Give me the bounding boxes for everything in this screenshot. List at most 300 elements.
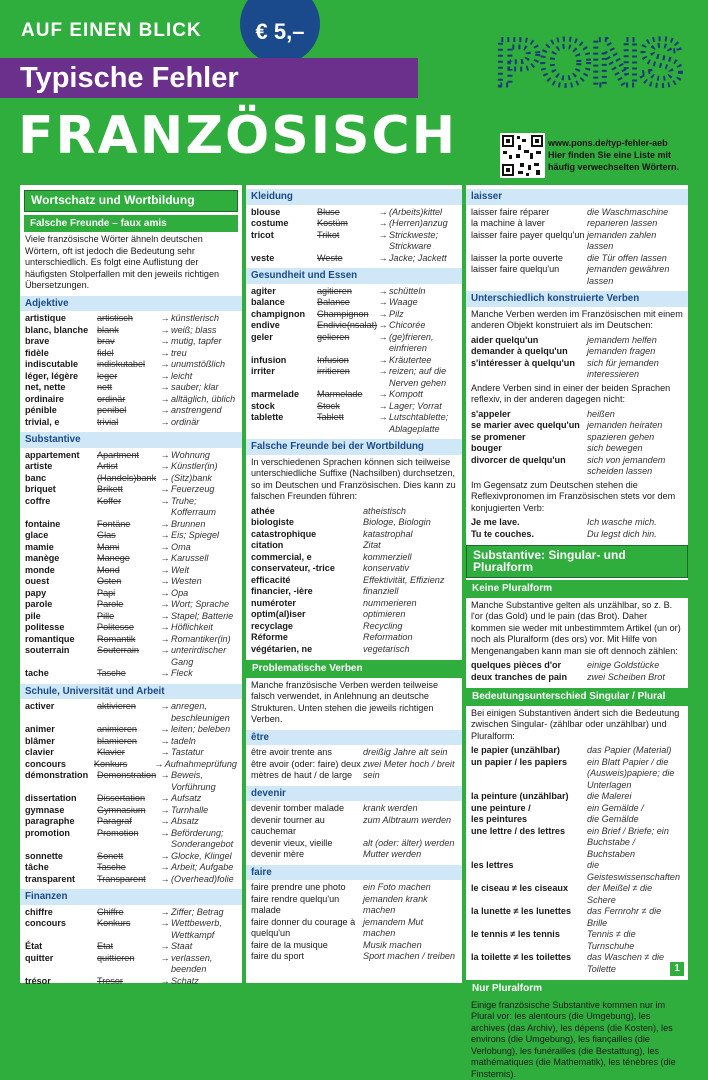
entry-row: [20, 519, 242, 531]
intro-text: Andere Verben sind in einer der beiden Sprachen reflexiv, in der anderen dagegen nicht:: [466, 383, 688, 406]
arrow-icon: →: [159, 496, 171, 519]
entry-row: [20, 576, 242, 588]
translation: spazieren gehen: [587, 432, 683, 444]
translation: Pilz: [389, 309, 457, 321]
subtitle-banner: [0, 58, 418, 98]
false-friend: Parole: [97, 599, 159, 611]
source-phrase: Réforme: [251, 632, 363, 644]
false-friend: Romantik: [97, 634, 159, 646]
page-title: FRANZÖSISCH: [18, 106, 457, 166]
entry-row: [20, 976, 242, 988]
pair-row: [466, 791, 688, 803]
false-friend: Balance: [317, 297, 377, 309]
website-info: [548, 137, 708, 173]
arrow-icon: →: [159, 736, 171, 748]
entry-row: [20, 953, 242, 976]
pair-row: [466, 803, 688, 815]
pair-row: [466, 826, 688, 861]
translation: Staat: [171, 941, 237, 953]
quantity-list: [466, 660, 688, 683]
french-word: démonstration: [25, 770, 97, 793]
source-phrase: être avoir trente ans: [251, 747, 363, 759]
source-phrase: quelques pièces d'or: [471, 660, 587, 672]
translation: schütteln: [389, 286, 457, 298]
translation: Eis; Spiegel: [171, 530, 237, 542]
false-friend: Dissertation: [97, 793, 159, 805]
french-word: clavier: [25, 747, 97, 759]
source-phrase: aider quelqu'un: [471, 335, 587, 347]
arrow-icon: →: [377, 355, 389, 367]
page-number: 1: [670, 962, 684, 976]
french-word: irriter: [251, 366, 317, 389]
entry-row: [246, 320, 462, 332]
false-friend: Transparent: [97, 874, 159, 886]
entry-row: [20, 622, 242, 634]
translation: Westen: [171, 576, 237, 588]
french-word: coffre: [25, 496, 97, 519]
translation: Recycling: [363, 621, 457, 633]
arrow-icon: →: [159, 874, 171, 886]
entry-row: [20, 816, 242, 828]
body-text: Einige französische Substantive kommen nur im Plural vor: les alentours (die Umgebung), les archives (das Archiv), les dépens (die Kosten), les environs (die Umgebung), les fiançailles (die Verlobung), les funérailles (die Bestattung), les mathématiques (die Mathematik), les ténèbres (die Finsternis).: [466, 1000, 688, 1080]
entry-row: [20, 553, 242, 565]
arrow-icon: →: [159, 336, 171, 348]
source-phrase: s'intéresser à quelqu'un: [471, 358, 587, 381]
group-heading: Adjektive: [20, 296, 242, 312]
translation: Glocke, Klingel: [171, 851, 237, 863]
pair-row: [246, 882, 462, 894]
translation: sich für jemanden interessieren: [587, 358, 683, 381]
arrow-icon: →: [159, 576, 171, 588]
group-heading: Falsche Freunde bei der Wortbildung: [246, 439, 462, 455]
translation: vegetarisch: [363, 644, 457, 656]
entry-row: [20, 851, 242, 863]
source-phrase: les lettres: [471, 860, 587, 883]
french-word: brave: [25, 336, 97, 348]
logo-dots: [496, 25, 683, 99]
translation: Du legst dich hin.: [587, 529, 683, 541]
translation: Karussell: [171, 553, 237, 565]
column-3: [466, 185, 688, 983]
source-phrase: végétarien, ne: [251, 644, 363, 656]
french-word: champignon: [251, 309, 317, 321]
clothing-list: [246, 207, 462, 265]
arrow-icon: →: [159, 953, 171, 976]
french-word: activer: [25, 701, 97, 724]
french-word: fidèle: [25, 348, 97, 360]
entry-row: [20, 473, 242, 485]
false-friend: Infusion: [317, 355, 377, 367]
source-phrase: devenir mère: [251, 849, 363, 861]
website-note-1: Hier finden Sie eine Liste mit: [548, 149, 708, 161]
health-list: [246, 286, 462, 436]
entry-row: [20, 611, 242, 623]
entry-row: [20, 382, 242, 394]
entry-row: [246, 309, 462, 321]
pair-row: [466, 335, 688, 347]
entry-row: [20, 405, 242, 417]
translation: Schatz: [171, 976, 237, 988]
false-friend: Konkurs: [94, 759, 153, 771]
translation: ein Brief / Briefe; ein Buchstabe / Buchstaben: [587, 826, 683, 861]
translation: Beweis, Vorführung: [171, 770, 237, 793]
translation: die Tür offen lassen: [587, 253, 683, 265]
french-word: tablette: [251, 412, 317, 435]
french-word: tricot: [251, 230, 317, 253]
translation: reparieren lassen: [587, 218, 683, 230]
french-word: ouest: [25, 576, 97, 588]
translation: Stapel; Batterie: [171, 611, 237, 623]
french-word: gymnase: [25, 805, 97, 817]
source-phrase: commercial, e: [251, 552, 363, 564]
source-phrase: divorcer de quelqu'un: [471, 455, 587, 478]
entry-row: [246, 297, 462, 309]
arrow-icon: →: [159, 461, 171, 473]
translation: Absatz: [171, 816, 237, 828]
translation: die Gemälde: [587, 814, 683, 826]
false-friend: nett: [97, 382, 159, 394]
french-word: stock: [251, 401, 317, 413]
intro-text: Bei einigen Substantiven ändert sich die Bedeutung zwischen Singular- (zählbar oder unzählbar) und Pluralform:: [466, 708, 688, 743]
translation: sauber; klar: [171, 382, 237, 394]
source-phrase: laisser faire quelqu'un: [471, 264, 587, 287]
french-word: papy: [25, 588, 97, 600]
group-heading: devenir: [246, 786, 462, 802]
false-friend: Weste: [317, 253, 377, 265]
translation: weiß; blass: [171, 325, 237, 337]
translation: Ich wasche mich.: [587, 517, 683, 529]
false-friend: Mond: [97, 565, 159, 577]
translation: Lager; Vorrat: [389, 401, 457, 413]
french-word: appartement: [25, 450, 97, 462]
arrow-icon: →: [377, 320, 389, 332]
entry-row: [246, 286, 462, 298]
translation: Wettbewerb, Wettkampf: [171, 918, 237, 941]
arrow-icon: →: [159, 770, 171, 793]
source-phrase: devenir vieux, vieille: [251, 838, 363, 850]
translation: leicht: [171, 371, 237, 383]
arrow-icon: →: [159, 793, 171, 805]
translation: zwei Scheiben Brot: [587, 672, 683, 684]
pair-row: [466, 443, 688, 455]
devenir-list: [246, 803, 462, 861]
translation: Kompott: [389, 389, 457, 401]
pair-row: [466, 264, 688, 287]
entry-row: [20, 668, 242, 680]
french-word: veste: [251, 253, 317, 265]
arrow-icon: →: [159, 473, 171, 485]
source-phrase: bouger: [471, 443, 587, 455]
translation: der Meißel ≠ die Schere: [587, 883, 683, 906]
entry-row: [20, 793, 242, 805]
website-note-2: häufig verwechselten Wörtern.: [548, 161, 708, 173]
arrow-icon: →: [377, 401, 389, 413]
column-2: [246, 185, 462, 983]
translation: alt (oder: älter) werden: [363, 838, 457, 850]
translation: Beförderung; Sonderangebot: [171, 828, 237, 851]
translation: Reformation: [363, 632, 457, 644]
body-text: Manche Substantive gelten als unzählbar, so z. B. l'or (das Gold) und le pain (das Brot). Daher kommen sie weder mit unbestimmtem Artikel (un or) noch als Pluralform (des ors) vor. Mit Hilfe von Mengenangaben kann man sie oft dennoch zählen:: [466, 600, 688, 658]
arrow-icon: →: [159, 828, 171, 851]
false-friend: fidel: [97, 348, 159, 360]
french-word: marmelade: [251, 389, 317, 401]
website-url[interactable]: www.pons.de/typ-fehler-aeb: [548, 137, 708, 149]
entry-row: [20, 450, 242, 462]
translation: Biologe, Biologin: [363, 517, 457, 529]
entry-row: [20, 371, 242, 383]
translation: Sport machen / treiben: [363, 951, 457, 963]
entry-row: [20, 588, 242, 600]
qr-code[interactable]: [500, 133, 545, 178]
translation: krank werden: [363, 803, 457, 815]
false-friend: aktivieren: [97, 701, 159, 724]
pair-row: [246, 517, 462, 529]
translation: Chicorée: [389, 320, 457, 332]
source-phrase: catastrophique: [251, 529, 363, 541]
false-friend: Demonstration: [97, 770, 159, 793]
translation: heißen: [587, 409, 683, 421]
translation: atheistisch: [363, 506, 457, 518]
translation: dreißig Jahre alt sein: [363, 747, 457, 759]
french-word: concours: [25, 759, 94, 771]
false-friend: Trikot: [317, 230, 377, 253]
source-phrase: s'appeler: [471, 409, 587, 421]
entry-row: [246, 230, 462, 253]
translation: Fleck: [171, 668, 237, 680]
french-word: blouse: [251, 207, 317, 219]
pons-logo: [494, 30, 704, 90]
source-phrase: un papier / les papiers: [471, 757, 587, 792]
source-phrase: faire prendre une photo: [251, 882, 363, 894]
pair-row: [246, 838, 462, 850]
false-friend: Marmelade: [317, 389, 377, 401]
false-friend: Tablett: [317, 412, 377, 435]
entry-row: [20, 313, 242, 325]
translation: treu: [171, 348, 237, 360]
source-phrase: devenir tomber malade: [251, 803, 363, 815]
pair-row: [466, 745, 688, 757]
entry-row: [20, 542, 242, 554]
translation: mutig, tapfer: [171, 336, 237, 348]
source-phrase: la lunette ≠ les lunettes: [471, 906, 587, 929]
pair-row: [466, 455, 688, 478]
false-friend: Pille: [97, 611, 159, 623]
pair-row: [466, 230, 688, 253]
translation: ordinär: [171, 417, 237, 429]
source-phrase: le ciseau ≠ les ciseaux: [471, 883, 587, 906]
translation: Arbeit; Aufgabe: [171, 862, 237, 874]
pair-row: [246, 940, 462, 952]
arrow-icon: →: [159, 907, 171, 919]
entry-row: [20, 565, 242, 577]
translation: Truhe; Kofferraum: [171, 496, 237, 519]
source-phrase: faire rendre quelqu'un malade: [251, 894, 363, 917]
group-heading: faire: [246, 865, 462, 881]
pair-row: [246, 917, 462, 940]
source-phrase: une peinture /: [471, 803, 587, 815]
french-word: artistique: [25, 313, 97, 325]
french-word: léger, légère: [25, 371, 97, 383]
entry-row: [246, 207, 462, 219]
false-friend: Sonett: [97, 851, 159, 863]
false-friend: Bluse: [317, 207, 377, 219]
french-word: briquet: [25, 484, 97, 496]
translation: einige Goldstücke: [587, 660, 683, 672]
arrow-icon: →: [159, 918, 171, 941]
false-friend: Champignon: [317, 309, 377, 321]
entry-row: [246, 332, 462, 355]
false-friend: artistisch: [97, 313, 159, 325]
translation: ein Blatt Papier / die (Ausweis)papiere; die Unterlagen: [587, 757, 683, 792]
false-friend: Klavier: [97, 747, 159, 759]
arrow-icon: →: [159, 851, 171, 863]
subsection-heading: Problematische Verben: [246, 660, 462, 678]
arrow-icon: →: [159, 359, 171, 371]
group-heading: Substantive: [20, 432, 242, 448]
arrow-icon: →: [159, 371, 171, 383]
finance-list: [20, 907, 242, 988]
translation: Ziffer; Betrag: [171, 907, 237, 919]
source-phrase: financier, -ière: [251, 586, 363, 598]
entry-row: [20, 325, 242, 337]
pair-row: [466, 218, 688, 230]
translation: anregen, beschleunigen: [171, 701, 237, 724]
pair-row: [466, 207, 688, 219]
french-word: pile: [25, 611, 97, 623]
false-friend: leger: [97, 371, 159, 383]
false-friend: Manege: [97, 553, 159, 565]
translation: die Malerei: [587, 791, 683, 803]
group-heading: Schule, Universität und Arbeit: [20, 684, 242, 700]
entry-row: [20, 759, 242, 771]
translation: Höflichkeit: [171, 622, 237, 634]
french-word: monde: [25, 565, 97, 577]
translation: das Fernrohr ≠ die Brille: [587, 906, 683, 929]
pair-row: [466, 529, 688, 541]
translation: (Arbeits)kittel: [389, 207, 457, 219]
column-1: [20, 185, 242, 983]
translation: Effektivität, Effizienz: [363, 575, 457, 587]
entry-row: [20, 828, 242, 851]
pronoun-list: [466, 517, 688, 540]
school-list: [20, 701, 242, 885]
arrow-icon: →: [377, 230, 389, 253]
french-word: net, nette: [25, 382, 97, 394]
pair-row: [246, 621, 462, 633]
entry-row: [20, 634, 242, 646]
entry-row: [20, 461, 242, 473]
translation: Wohnung: [171, 450, 237, 462]
translation: das Papier (Material): [587, 745, 683, 757]
logo-text: PONS: [496, 25, 683, 99]
arrow-icon: →: [159, 599, 171, 611]
entry-row: [20, 530, 242, 542]
entry-row: [246, 401, 462, 413]
entry-row: [20, 394, 242, 406]
french-word: indiscutable: [25, 359, 97, 371]
source-phrase: laisser la porte ouverte: [471, 253, 587, 265]
entry-row: [20, 805, 242, 817]
translation: konservativ: [363, 563, 457, 575]
arrow-icon: →: [159, 313, 171, 325]
translation: Musik machen: [363, 940, 457, 952]
arrow-icon: →: [377, 253, 389, 265]
entry-row: [20, 918, 242, 941]
entry-row: [20, 874, 242, 886]
translation: das Waschen ≠ die Toilette: [587, 952, 683, 975]
translation: Lutschtablette; Ablageplatte: [389, 412, 457, 435]
false-friend: (Handels)bank: [97, 473, 159, 485]
arrow-icon: →: [159, 976, 171, 988]
french-word: chiffre: [25, 907, 97, 919]
entry-row: [20, 907, 242, 919]
arrow-icon: →: [159, 519, 171, 531]
false-friend: Brikett: [97, 484, 159, 496]
entry-row: [20, 599, 242, 611]
arrow-icon: →: [159, 542, 171, 554]
pair-row: [466, 358, 688, 381]
verb-object-list: [466, 335, 688, 381]
etre-list: [246, 747, 462, 782]
arrow-icon: →: [377, 297, 389, 309]
translation: Aufnahmeprüfung: [165, 759, 237, 771]
french-word: agiter: [251, 286, 317, 298]
false-friend: blank: [97, 325, 159, 337]
false-friend: indiskutabel: [97, 359, 159, 371]
pair-row: [246, 644, 462, 656]
translation: jemanden heiraten: [587, 420, 683, 432]
pair-row: [466, 253, 688, 265]
arrow-icon: →: [159, 724, 171, 736]
subsection-heading: Falsche Freunde – faux amis: [24, 215, 238, 233]
pair-row: [246, 759, 462, 782]
source-phrase: la toilette ≠ les toilettes: [471, 952, 587, 975]
entry-row: [20, 336, 242, 348]
pair-row: [246, 586, 462, 598]
arrow-icon: →: [159, 701, 171, 724]
false-friend: Fontäne: [97, 519, 159, 531]
laisser-list: [466, 207, 688, 288]
pair-row: [466, 906, 688, 929]
source-phrase: Je me lave.: [471, 517, 587, 529]
french-word: banc: [25, 473, 97, 485]
pair-row: [246, 552, 462, 564]
group-heading: Gesundheit und Essen: [246, 268, 462, 284]
false-friend: Artist: [97, 461, 159, 473]
translation: katastrophal: [363, 529, 457, 541]
pair-row: [466, 672, 688, 684]
french-word: manège: [25, 553, 97, 565]
french-word: pénible: [25, 405, 97, 417]
false-friend: Stock: [317, 401, 377, 413]
source-phrase: une lettre / des lettres: [471, 826, 587, 861]
french-word: geler: [251, 332, 317, 355]
pair-row: [466, 929, 688, 952]
source-phrase: faire du sport: [251, 951, 363, 963]
translation: Zitat: [363, 540, 457, 552]
pair-row: [466, 660, 688, 672]
translation: Feuerzeug: [171, 484, 237, 496]
group-heading: être: [246, 730, 462, 746]
french-word: politesse: [25, 622, 97, 634]
translation: ein Foto machen: [363, 882, 457, 894]
entry-row: [246, 218, 462, 230]
pair-row: [466, 757, 688, 792]
pair-row: [246, 894, 462, 917]
entry-row: [20, 645, 242, 668]
arrow-icon: →: [159, 645, 171, 668]
arrow-icon: →: [159, 450, 171, 462]
